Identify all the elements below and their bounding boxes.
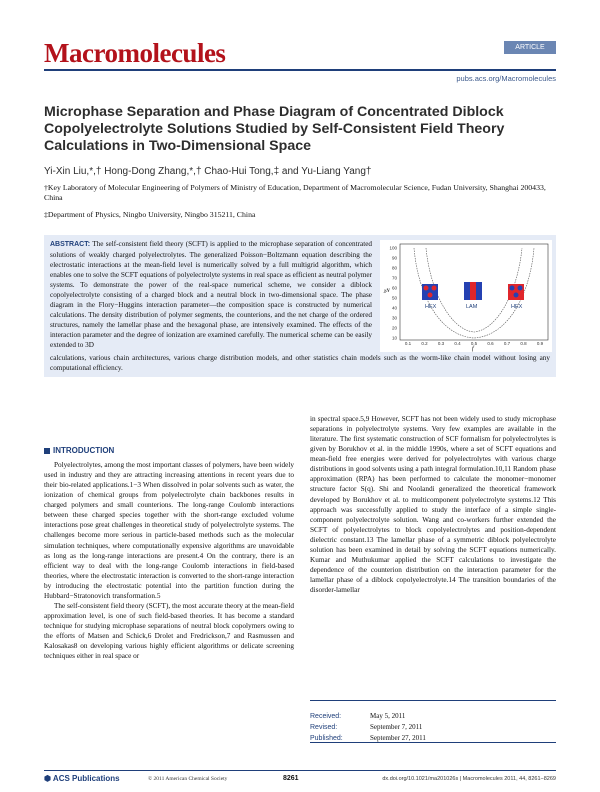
x-tick-label: 0.4: [454, 341, 461, 346]
revised-row: [310, 716, 556, 731]
y-tick-label: 60: [391, 285, 397, 291]
phase-diagram-svg: [380, 240, 552, 352]
footer-rule: [44, 770, 556, 771]
y-tick-label: 100: [389, 245, 397, 251]
abstract-text: The self-consistent field theory (SCFT) is applied to the microphase separation of concentrated solutions of weakly charged polyelectrolytes. The generalized Poisson−Boltzmann equation describing the electrostatic interactions at the mean-field level is numerically solved by a full multigrid algorithm, which enables one to solve the SCFT equations of polyelectrolyte systems in real space as efficient as neutral polymer systems. To demonstrate the power of the real-space numerical scheme, we consider a diblock copolyelectrolyte consisting of a charged block and a neutral block in two-dimensional space. The phase diagram in the Flory−Huggins interaction parameter—the composition space is constructed by numerical calculations. The density distribution of polymer segments, the counterions, and the net charge of the ordered structures, namely the lamellar phase and the hexagonal phase, are intensively examined. The effects of the interaction parameter and the degree of ionization are examined carefully. The numerical scheme can be easily extended to 3D: [50, 240, 372, 350]
y-tick-label: 10: [391, 335, 397, 341]
acs-publications-logo[interactable]: [44, 774, 120, 783]
published-value: September 27, 2011: [370, 734, 426, 742]
revised-label: Revised:: [310, 724, 338, 731]
received-label: Received:: [310, 713, 342, 720]
journal-name: Macromolecules: [44, 38, 226, 68]
abstract-label: ABSTRACT:: [50, 241, 91, 248]
y-tick-label: 30: [391, 315, 397, 321]
toc-axis-x: f: [472, 346, 474, 352]
left-paragraph-1: Polyelectrolytes, among the most important classes of polymers, have been widely used in industry and they are attracting increasing attentions in recent years due to their bio-related applications.1−3 When dissolved in polar solvents such as water, the ionization of chemical groups from polyelectrolyte chain backbones results in charged polymers and small counterions. The long-range Coulomb interactions between these charged species together with the short-range excluded volume interactions pose great challenges in theoretical study of polyelectrolyte systems. The challenges become more serious in particle-based methods such as the molecular simulation techniques, where computationally expensive algorithms are unavoidable as long as the long-range interactions are present.4 On the contrary, there is an efficient way to deal with the long-range Coulomb interactions in field-based theories, where the electrostatic interaction is converted to the short-range interaction by introducing the electrostatic potential into the partition function during the Hubbard−Stratonovich transformation.5: [44, 461, 294, 600]
x-tick-label: 0.3: [437, 341, 445, 346]
page-number: 8261: [283, 775, 299, 782]
received-row: [310, 705, 556, 720]
x-tick-label: 0.2: [421, 341, 428, 346]
revised-value: September 7, 2011: [370, 723, 423, 731]
left-column: [44, 460, 294, 661]
copyright-text: © 2011 American Chemical Society: [148, 776, 228, 782]
y-tick-label: 70: [391, 275, 397, 281]
left-paragraph-2: The self-consistent field theory (SCFT), the most accurate theory at the mean-field approximation level, is one of such field-based theories. It has become a standard technique for studying microphase separations of neutral block copolymers owing to the efforts of Matsen and Schick,6 Drolet and Fredrickson,7 and Rasmussen and Kalosakas8 on developing various highly efficient algorithms or delicate screening techniques either in real space or: [44, 601, 294, 661]
affiliation-1: †Key Laboratory of Molecular Engineering of Polymers of Ministry of Education, Department of Macromolecular Science, Fudan University, Shanghai 200433, China: [44, 183, 546, 202]
toc-label-hex-right: HEX: [511, 304, 523, 310]
x-tick-label: 0.1: [404, 341, 412, 346]
doi-citation[interactable]: dx.doi.org/10.1021/ma201026s | Macromolecules 2011, 44, 8261−8269: [382, 776, 556, 782]
toc-label-lam: LAM: [466, 304, 478, 310]
toc-label-hex-left: HEX: [425, 304, 437, 310]
x-tick-label: 0.8: [520, 341, 527, 346]
header-rule: [44, 69, 556, 71]
right-paragraph-1: in spectral space.5,9 However, SCFT has not been widely used to study microphase separations in polyelectrolyte systems. Very few examples are available in the literature. The first systematic construction of SCF formalism for polyelectrolytes is given by Borukhov et al. in the middle 1990s, where a set of SCFT equations and mean-field free energies were derived for polyelectrolytes with various charge distributions in good solvents using a path integral formulation.10,11 Random phase approximation (RPA) has been performed to calculate the monomer−monomer structure factor S(q). Shi and Noolandi generalized the theoretical framework developed by Borukhov et al. to multicomponent polyelectrolyte systems.12 This approach was successfully applied to study the interface of a simple single-component polyelectrolyte solution. Wang and co-workers further extended the SCFT of polyelectrolytes to block copolyelectrolytes and position-dependent dielectric constant.13 The lamellar phase of a symmetric diblock polyelectrolyte solution has been examined in detail by solving the SCFT equations numerically. Kumar and Muthukumar applied the SCFT calculations to investigate the dependence of the counterion distribution on the interaction parameter for the lamellar phase of a diblock copolyelectrolyte.14 The transition boundaries of the disorder-lamellar: [310, 415, 556, 595]
journal-url[interactable]: pubs.acs.org/Macromolecules: [456, 74, 556, 83]
author-list: Yi-Xin Liu,*,† Hong-Dong Zhang,*,† Chao-Hui Tong,‡ and Yu-Liang Yang†: [44, 166, 372, 177]
abstract-tail: calculations, various chain architectures, various charge distribution models, and other statistics chain models such as the worm-like chain model without losing any computational efficiency.: [50, 354, 550, 373]
toc-axis-y: χN: [384, 289, 390, 294]
article-title: Microphase Separation and Phase Diagram of Concentrated Diblock Copolyelectrolyte Solutions Studied by Self-Consistent Field Theory Calculations in Two-Dimensional Space: [44, 104, 505, 154]
right-column: [310, 414, 556, 595]
section-marker: [44, 448, 50, 454]
received-value: May 5, 2011: [370, 712, 406, 720]
affiliation-2: ‡Department of Physics, Ningbo University, Ningbo 315211, China: [44, 210, 256, 219]
hex-right-tile: [508, 284, 524, 300]
abstract-body: [50, 239, 372, 351]
published-label: Published:: [310, 735, 343, 742]
hex-left-tile: [422, 284, 438, 300]
y-tick-label: 40: [391, 305, 397, 311]
x-tick-label: 0.9: [536, 341, 544, 346]
toc-graphic: [380, 240, 552, 352]
y-tick-label: 50: [391, 295, 397, 301]
history-dates: [310, 700, 556, 743]
y-tick-label: 80: [391, 265, 397, 271]
x-tick-label: 0.5: [470, 341, 478, 346]
publisher-name: ACS Publications: [52, 774, 120, 783]
x-tick-label: 0.6: [487, 341, 494, 346]
y-tick-label: 20: [391, 325, 397, 331]
published-row: [310, 727, 556, 742]
y-tick-label: 90: [391, 255, 397, 261]
x-tick-label: 0.7: [503, 341, 511, 346]
acs-logo-icon: ⬢: [44, 774, 51, 783]
intro-heading: INTRODUCTION: [53, 446, 115, 455]
lam-tile: [464, 282, 482, 300]
article-badge: ARTICLE: [504, 41, 556, 54]
